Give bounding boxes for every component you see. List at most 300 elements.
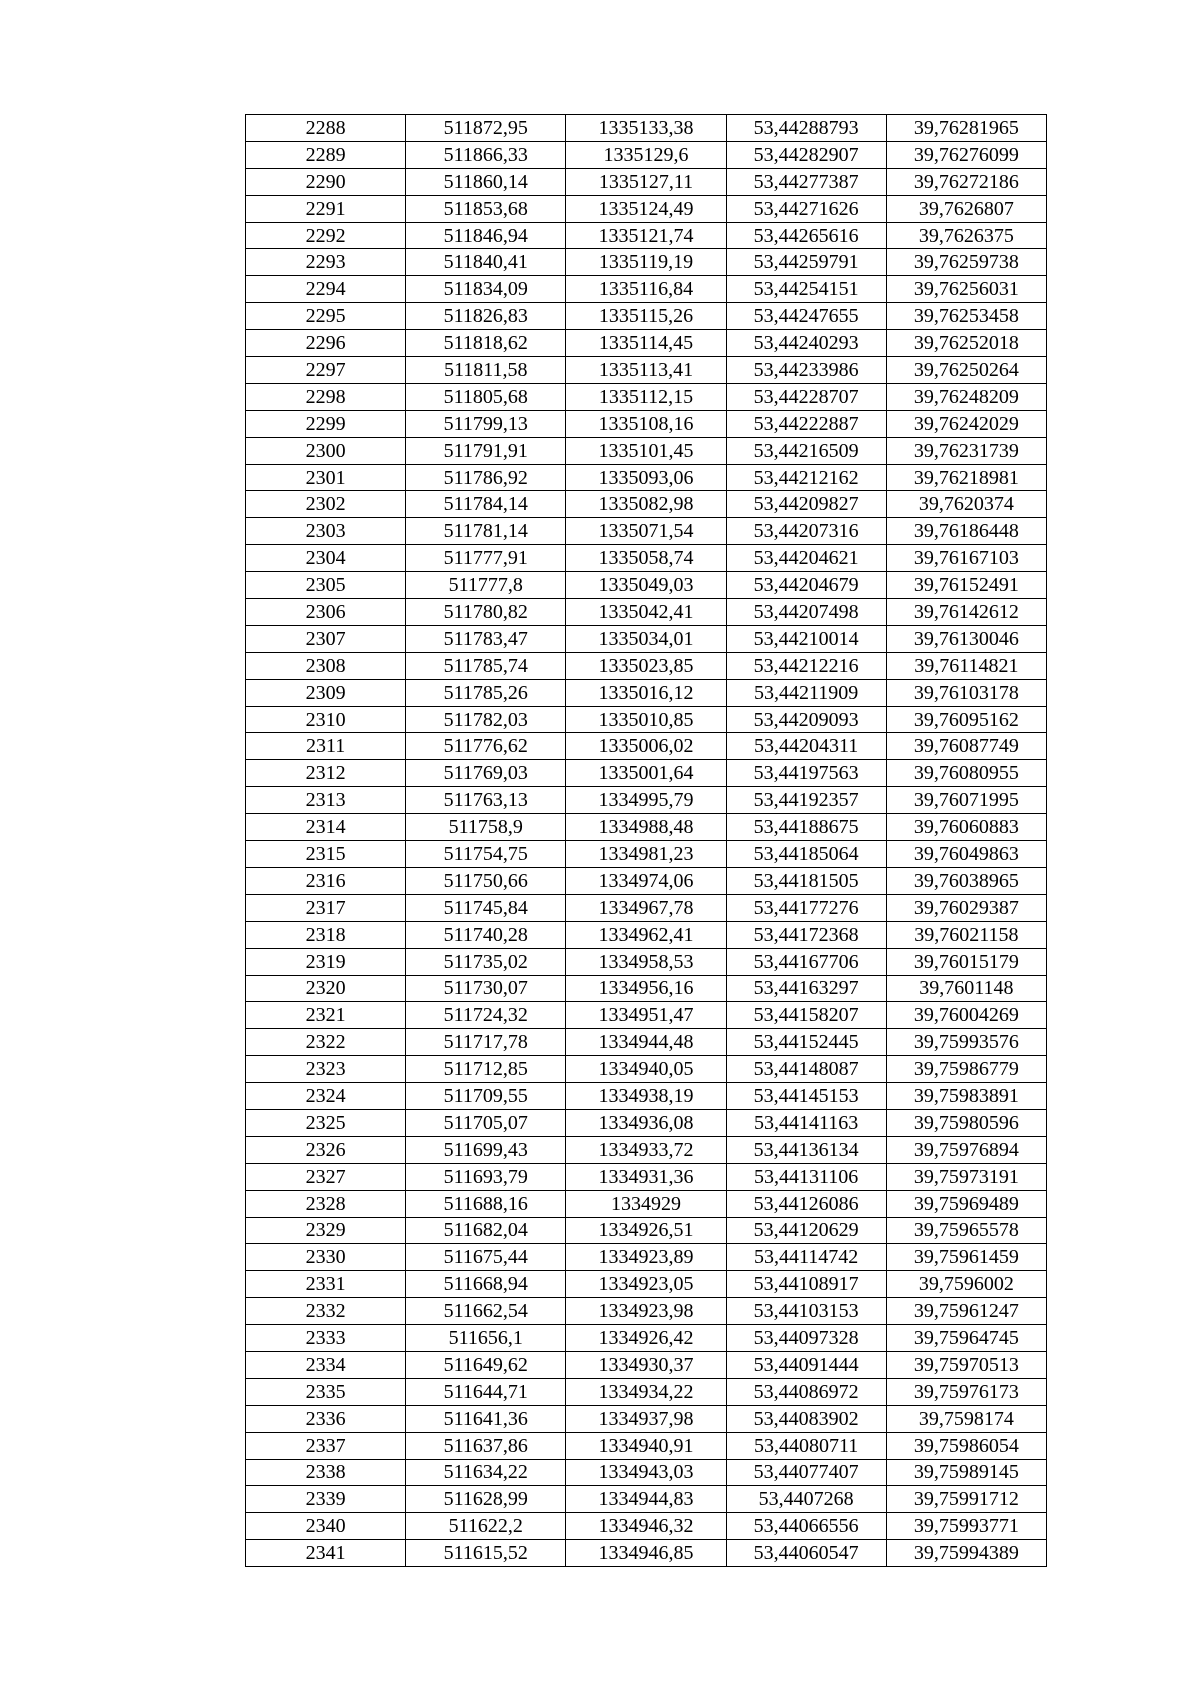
x-coordinate-cell: 511776,62 <box>406 733 566 760</box>
y-coordinate-cell: 1335016,12 <box>566 679 726 706</box>
y-coordinate-cell: 1335058,74 <box>566 545 726 572</box>
longitude-cell: 39,7598174 <box>886 1405 1046 1432</box>
latitude-cell: 53,44209827 <box>726 491 886 518</box>
point-number-cell: 2295 <box>246 303 406 330</box>
latitude-cell: 53,44210014 <box>726 625 886 652</box>
longitude-cell: 39,76095162 <box>886 706 1046 733</box>
point-number-cell: 2314 <box>246 814 406 841</box>
coordinates-table-body <box>246 115 1047 1567</box>
longitude-cell: 39,76038965 <box>886 867 1046 894</box>
point-number-cell: 2298 <box>246 383 406 410</box>
y-coordinate-cell: 1335042,41 <box>566 599 726 626</box>
y-coordinate-cell: 1335034,01 <box>566 625 726 652</box>
x-coordinate-cell: 511872,95 <box>406 115 566 142</box>
x-coordinate-cell: 511709,55 <box>406 1083 566 1110</box>
latitude-cell: 53,44145153 <box>726 1083 886 1110</box>
x-coordinate-cell: 511668,94 <box>406 1271 566 1298</box>
longitude-cell: 39,76256031 <box>886 276 1046 303</box>
point-number-cell: 2299 <box>246 410 406 437</box>
table-row <box>246 1405 1047 1432</box>
point-number-cell: 2311 <box>246 733 406 760</box>
longitude-cell: 39,76142612 <box>886 599 1046 626</box>
y-coordinate-cell: 1334967,78 <box>566 894 726 921</box>
point-number-cell: 2306 <box>246 599 406 626</box>
point-number-cell: 2340 <box>246 1513 406 1540</box>
x-coordinate-cell: 511724,32 <box>406 1002 566 1029</box>
latitude-cell: 53,44216509 <box>726 437 886 464</box>
table-row <box>246 1217 1047 1244</box>
y-coordinate-cell: 1334981,23 <box>566 841 726 868</box>
y-coordinate-cell: 1335124,49 <box>566 195 726 222</box>
latitude-cell: 53,44172368 <box>726 921 886 948</box>
latitude-cell: 53,44167706 <box>726 948 886 975</box>
longitude-cell: 39,76276099 <box>886 141 1046 168</box>
x-coordinate-cell: 511763,13 <box>406 787 566 814</box>
x-coordinate-cell: 511785,26 <box>406 679 566 706</box>
latitude-cell: 53,44066556 <box>726 1513 886 1540</box>
y-coordinate-cell: 1334995,79 <box>566 787 726 814</box>
latitude-cell: 53,44282907 <box>726 141 886 168</box>
x-coordinate-cell: 511758,9 <box>406 814 566 841</box>
x-coordinate-cell: 511730,07 <box>406 975 566 1002</box>
point-number-cell: 2324 <box>246 1083 406 1110</box>
point-number-cell: 2328 <box>246 1190 406 1217</box>
table-row <box>246 491 1047 518</box>
y-coordinate-cell: 1334944,83 <box>566 1486 726 1513</box>
x-coordinate-cell: 511705,07 <box>406 1109 566 1136</box>
point-number-cell: 2316 <box>246 867 406 894</box>
latitude-cell: 53,44259791 <box>726 249 886 276</box>
table-row <box>246 1029 1047 1056</box>
longitude-cell: 39,76218981 <box>886 464 1046 491</box>
longitude-cell: 39,76250264 <box>886 357 1046 384</box>
longitude-cell: 39,76130046 <box>886 625 1046 652</box>
x-coordinate-cell: 511840,41 <box>406 249 566 276</box>
longitude-cell: 39,7601148 <box>886 975 1046 1002</box>
longitude-cell: 39,76253458 <box>886 303 1046 330</box>
table-row <box>246 545 1047 572</box>
x-coordinate-cell: 511735,02 <box>406 948 566 975</box>
y-coordinate-cell: 1335108,16 <box>566 410 726 437</box>
x-coordinate-cell: 511675,44 <box>406 1244 566 1271</box>
latitude-cell: 53,44108917 <box>726 1271 886 1298</box>
table-row <box>246 894 1047 921</box>
table-row <box>246 464 1047 491</box>
latitude-cell: 53,44136134 <box>726 1136 886 1163</box>
latitude-cell: 53,4407268 <box>726 1486 886 1513</box>
longitude-cell: 39,76186448 <box>886 518 1046 545</box>
point-number-cell: 2323 <box>246 1056 406 1083</box>
point-number-cell: 2312 <box>246 760 406 787</box>
longitude-cell: 39,76248209 <box>886 383 1046 410</box>
longitude-cell: 39,76029387 <box>886 894 1046 921</box>
y-coordinate-cell: 1335006,02 <box>566 733 726 760</box>
table-row <box>246 975 1047 1002</box>
point-number-cell: 2309 <box>246 679 406 706</box>
latitude-cell: 53,44158207 <box>726 1002 886 1029</box>
point-number-cell: 2318 <box>246 921 406 948</box>
longitude-cell: 39,76152491 <box>886 572 1046 599</box>
x-coordinate-cell: 511785,74 <box>406 652 566 679</box>
x-coordinate-cell: 511656,1 <box>406 1325 566 1352</box>
point-number-cell: 2338 <box>246 1459 406 1486</box>
table-row <box>246 814 1047 841</box>
longitude-cell: 39,75976894 <box>886 1136 1046 1163</box>
point-number-cell: 2308 <box>246 652 406 679</box>
x-coordinate-cell: 511628,99 <box>406 1486 566 1513</box>
point-number-cell: 2329 <box>246 1217 406 1244</box>
x-coordinate-cell: 511826,83 <box>406 303 566 330</box>
point-number-cell: 2302 <box>246 491 406 518</box>
point-number-cell: 2334 <box>246 1351 406 1378</box>
longitude-cell: 39,76231739 <box>886 437 1046 464</box>
table-row <box>246 1378 1047 1405</box>
latitude-cell: 53,44060547 <box>726 1540 886 1567</box>
latitude-cell: 53,44247655 <box>726 303 886 330</box>
x-coordinate-cell: 511781,14 <box>406 518 566 545</box>
table-row <box>246 1083 1047 1110</box>
x-coordinate-cell: 511784,14 <box>406 491 566 518</box>
x-coordinate-cell: 511777,91 <box>406 545 566 572</box>
table-row <box>246 1486 1047 1513</box>
y-coordinate-cell: 1335071,54 <box>566 518 726 545</box>
table-row <box>246 330 1047 357</box>
point-number-cell: 2325 <box>246 1109 406 1136</box>
table-row <box>246 222 1047 249</box>
y-coordinate-cell: 1334943,03 <box>566 1459 726 1486</box>
point-number-cell: 2305 <box>246 572 406 599</box>
y-coordinate-cell: 1335010,85 <box>566 706 726 733</box>
table-row <box>246 652 1047 679</box>
y-coordinate-cell: 1334944,48 <box>566 1029 726 1056</box>
longitude-cell: 39,76060883 <box>886 814 1046 841</box>
latitude-cell: 53,44212162 <box>726 464 886 491</box>
longitude-cell: 39,7620374 <box>886 491 1046 518</box>
table-row <box>246 1351 1047 1378</box>
latitude-cell: 53,44233986 <box>726 357 886 384</box>
x-coordinate-cell: 511644,71 <box>406 1378 566 1405</box>
point-number-cell: 2331 <box>246 1271 406 1298</box>
y-coordinate-cell: 1335093,06 <box>566 464 726 491</box>
longitude-cell: 39,76004269 <box>886 1002 1046 1029</box>
longitude-cell: 39,76272186 <box>886 168 1046 195</box>
x-coordinate-cell: 511688,16 <box>406 1190 566 1217</box>
point-number-cell: 2293 <box>246 249 406 276</box>
y-coordinate-cell: 1334946,85 <box>566 1540 726 1567</box>
x-coordinate-cell: 511834,09 <box>406 276 566 303</box>
point-number-cell: 2289 <box>246 141 406 168</box>
latitude-cell: 53,44131106 <box>726 1163 886 1190</box>
y-coordinate-cell: 1334936,08 <box>566 1109 726 1136</box>
x-coordinate-cell: 511717,78 <box>406 1029 566 1056</box>
table-row <box>246 787 1047 814</box>
table-row <box>246 1244 1047 1271</box>
latitude-cell: 53,44185064 <box>726 841 886 868</box>
x-coordinate-cell: 511745,84 <box>406 894 566 921</box>
y-coordinate-cell: 1335114,45 <box>566 330 726 357</box>
y-coordinate-cell: 1334938,19 <box>566 1083 726 1110</box>
table-row <box>246 625 1047 652</box>
point-number-cell: 2310 <box>246 706 406 733</box>
x-coordinate-cell: 511693,79 <box>406 1163 566 1190</box>
x-coordinate-cell: 511783,47 <box>406 625 566 652</box>
y-coordinate-cell: 1335082,98 <box>566 491 726 518</box>
latitude-cell: 53,44126086 <box>726 1190 886 1217</box>
point-number-cell: 2330 <box>246 1244 406 1271</box>
longitude-cell: 39,76015179 <box>886 948 1046 975</box>
y-coordinate-cell: 1334958,53 <box>566 948 726 975</box>
latitude-cell: 53,44265616 <box>726 222 886 249</box>
x-coordinate-cell: 511777,8 <box>406 572 566 599</box>
x-coordinate-cell: 511811,58 <box>406 357 566 384</box>
point-number-cell: 2332 <box>246 1298 406 1325</box>
table-row <box>246 1459 1047 1486</box>
longitude-cell: 39,76242029 <box>886 410 1046 437</box>
table-row <box>246 1298 1047 1325</box>
table-row <box>246 518 1047 545</box>
longitude-cell: 39,75986779 <box>886 1056 1046 1083</box>
point-number-cell: 2294 <box>246 276 406 303</box>
x-coordinate-cell: 511799,13 <box>406 410 566 437</box>
table-row <box>246 1190 1047 1217</box>
table-row <box>246 706 1047 733</box>
y-coordinate-cell: 1335023,85 <box>566 652 726 679</box>
table-row <box>246 1109 1047 1136</box>
x-coordinate-cell: 511866,33 <box>406 141 566 168</box>
point-number-cell: 2322 <box>246 1029 406 1056</box>
point-number-cell: 2303 <box>246 518 406 545</box>
point-number-cell: 2292 <box>246 222 406 249</box>
longitude-cell: 39,76087749 <box>886 733 1046 760</box>
y-coordinate-cell: 1334988,48 <box>566 814 726 841</box>
latitude-cell: 53,44163297 <box>726 975 886 1002</box>
latitude-cell: 53,44141163 <box>726 1109 886 1136</box>
point-number-cell: 2313 <box>246 787 406 814</box>
y-coordinate-cell: 1334923,98 <box>566 1298 726 1325</box>
x-coordinate-cell: 511860,14 <box>406 168 566 195</box>
y-coordinate-cell: 1335001,64 <box>566 760 726 787</box>
y-coordinate-cell: 1334926,51 <box>566 1217 726 1244</box>
x-coordinate-cell: 511699,43 <box>406 1136 566 1163</box>
y-coordinate-cell: 1335115,26 <box>566 303 726 330</box>
latitude-cell: 53,44188675 <box>726 814 886 841</box>
latitude-cell: 53,44192357 <box>726 787 886 814</box>
longitude-cell: 39,76080955 <box>886 760 1046 787</box>
point-number-cell: 2288 <box>246 115 406 142</box>
longitude-cell: 39,75993771 <box>886 1513 1046 1540</box>
table-row <box>246 867 1047 894</box>
point-number-cell: 2327 <box>246 1163 406 1190</box>
table-row <box>246 948 1047 975</box>
point-number-cell: 2304 <box>246 545 406 572</box>
longitude-cell: 39,76071995 <box>886 787 1046 814</box>
latitude-cell: 53,44222887 <box>726 410 886 437</box>
point-number-cell: 2319 <box>246 948 406 975</box>
longitude-cell: 39,75983891 <box>886 1083 1046 1110</box>
table-row <box>246 1163 1047 1190</box>
y-coordinate-cell: 1334931,36 <box>566 1163 726 1190</box>
latitude-cell: 53,44288793 <box>726 115 886 142</box>
point-number-cell: 2339 <box>246 1486 406 1513</box>
longitude-cell: 39,75991712 <box>886 1486 1046 1513</box>
latitude-cell: 53,44152445 <box>726 1029 886 1056</box>
y-coordinate-cell: 1334933,72 <box>566 1136 726 1163</box>
table-row <box>246 1002 1047 1029</box>
coordinates-table <box>245 114 1047 1567</box>
longitude-cell: 39,75973191 <box>886 1163 1046 1190</box>
x-coordinate-cell: 511662,54 <box>406 1298 566 1325</box>
table-row <box>246 733 1047 760</box>
table-row <box>246 249 1047 276</box>
longitude-cell: 39,75994389 <box>886 1540 1046 1567</box>
longitude-cell: 39,75961459 <box>886 1244 1046 1271</box>
x-coordinate-cell: 511846,94 <box>406 222 566 249</box>
longitude-cell: 39,75980596 <box>886 1109 1046 1136</box>
table-row <box>246 276 1047 303</box>
longitude-cell: 39,75993576 <box>886 1029 1046 1056</box>
x-coordinate-cell: 511754,75 <box>406 841 566 868</box>
y-coordinate-cell: 1335116,84 <box>566 276 726 303</box>
x-coordinate-cell: 511615,52 <box>406 1540 566 1567</box>
latitude-cell: 53,44228707 <box>726 383 886 410</box>
table-row <box>246 115 1047 142</box>
y-coordinate-cell: 1335112,15 <box>566 383 726 410</box>
latitude-cell: 53,44204679 <box>726 572 886 599</box>
y-coordinate-cell: 1334934,22 <box>566 1378 726 1405</box>
longitude-cell: 39,75976173 <box>886 1378 1046 1405</box>
x-coordinate-cell: 511769,03 <box>406 760 566 787</box>
latitude-cell: 53,44197563 <box>726 760 886 787</box>
y-coordinate-cell: 1334926,42 <box>566 1325 726 1352</box>
latitude-cell: 53,44103153 <box>726 1298 886 1325</box>
latitude-cell: 53,44083902 <box>726 1405 886 1432</box>
x-coordinate-cell: 511622,2 <box>406 1513 566 1540</box>
point-number-cell: 2315 <box>246 841 406 868</box>
x-coordinate-cell: 511750,66 <box>406 867 566 894</box>
table-row <box>246 572 1047 599</box>
point-number-cell: 2317 <box>246 894 406 921</box>
longitude-cell: 39,76103178 <box>886 679 1046 706</box>
latitude-cell: 53,44207316 <box>726 518 886 545</box>
y-coordinate-cell: 1334923,05 <box>566 1271 726 1298</box>
table-row <box>246 1432 1047 1459</box>
table-row <box>246 437 1047 464</box>
table-row <box>246 760 1047 787</box>
table-row <box>246 1325 1047 1352</box>
y-coordinate-cell: 1334940,91 <box>566 1432 726 1459</box>
x-coordinate-cell: 511791,91 <box>406 437 566 464</box>
point-number-cell: 2335 <box>246 1378 406 1405</box>
y-coordinate-cell: 1335101,45 <box>566 437 726 464</box>
point-number-cell: 2291 <box>246 195 406 222</box>
x-coordinate-cell: 511853,68 <box>406 195 566 222</box>
table-row <box>246 1513 1047 1540</box>
longitude-cell: 39,75986054 <box>886 1432 1046 1459</box>
latitude-cell: 53,44277387 <box>726 168 886 195</box>
x-coordinate-cell: 511786,92 <box>406 464 566 491</box>
longitude-cell: 39,7596002 <box>886 1271 1046 1298</box>
table-row <box>246 410 1047 437</box>
table-row <box>246 303 1047 330</box>
y-coordinate-cell: 1335121,74 <box>566 222 726 249</box>
x-coordinate-cell: 511637,86 <box>406 1432 566 1459</box>
y-coordinate-cell: 1334929 <box>566 1190 726 1217</box>
x-coordinate-cell: 511682,04 <box>406 1217 566 1244</box>
table-row <box>246 1271 1047 1298</box>
longitude-cell: 39,76114821 <box>886 652 1046 679</box>
y-coordinate-cell: 1334956,16 <box>566 975 726 1002</box>
point-number-cell: 2321 <box>246 1002 406 1029</box>
y-coordinate-cell: 1334923,89 <box>566 1244 726 1271</box>
y-coordinate-cell: 1334951,47 <box>566 1002 726 1029</box>
longitude-cell: 39,76049863 <box>886 841 1046 868</box>
longitude-cell: 39,7626807 <box>886 195 1046 222</box>
point-number-cell: 2341 <box>246 1540 406 1567</box>
longitude-cell: 39,75970513 <box>886 1351 1046 1378</box>
point-number-cell: 2296 <box>246 330 406 357</box>
y-coordinate-cell: 1334946,32 <box>566 1513 726 1540</box>
latitude-cell: 53,44148087 <box>726 1056 886 1083</box>
x-coordinate-cell: 511740,28 <box>406 921 566 948</box>
y-coordinate-cell: 1335127,11 <box>566 168 726 195</box>
x-coordinate-cell: 511649,62 <box>406 1351 566 1378</box>
latitude-cell: 53,44209093 <box>726 706 886 733</box>
point-number-cell: 2301 <box>246 464 406 491</box>
longitude-cell: 39,75964745 <box>886 1325 1046 1352</box>
latitude-cell: 53,44271626 <box>726 195 886 222</box>
longitude-cell: 39,75961247 <box>886 1298 1046 1325</box>
point-number-cell: 2336 <box>246 1405 406 1432</box>
longitude-cell: 39,75989145 <box>886 1459 1046 1486</box>
latitude-cell: 53,44097328 <box>726 1325 886 1352</box>
point-number-cell: 2320 <box>246 975 406 1002</box>
point-number-cell: 2307 <box>246 625 406 652</box>
y-coordinate-cell: 1334962,41 <box>566 921 726 948</box>
latitude-cell: 53,44211909 <box>726 679 886 706</box>
y-coordinate-cell: 1335133,38 <box>566 115 726 142</box>
latitude-cell: 53,44240293 <box>726 330 886 357</box>
longitude-cell: 39,76252018 <box>886 330 1046 357</box>
table-row <box>246 383 1047 410</box>
x-coordinate-cell: 511805,68 <box>406 383 566 410</box>
table-row <box>246 168 1047 195</box>
x-coordinate-cell: 511782,03 <box>406 706 566 733</box>
latitude-cell: 53,44212216 <box>726 652 886 679</box>
longitude-cell: 39,76259738 <box>886 249 1046 276</box>
y-coordinate-cell: 1334937,98 <box>566 1405 726 1432</box>
latitude-cell: 53,44114742 <box>726 1244 886 1271</box>
longitude-cell: 39,7626375 <box>886 222 1046 249</box>
point-number-cell: 2337 <box>246 1432 406 1459</box>
table-row <box>246 679 1047 706</box>
table-row <box>246 841 1047 868</box>
x-coordinate-cell: 511712,85 <box>406 1056 566 1083</box>
longitude-cell: 39,75969489 <box>886 1190 1046 1217</box>
latitude-cell: 53,44204311 <box>726 733 886 760</box>
latitude-cell: 53,44091444 <box>726 1351 886 1378</box>
longitude-cell: 39,76167103 <box>886 545 1046 572</box>
table-row <box>246 1056 1047 1083</box>
latitude-cell: 53,44080711 <box>726 1432 886 1459</box>
point-number-cell: 2290 <box>246 168 406 195</box>
longitude-cell: 39,76021158 <box>886 921 1046 948</box>
y-coordinate-cell: 1334930,37 <box>566 1351 726 1378</box>
y-coordinate-cell: 1335129,6 <box>566 141 726 168</box>
x-coordinate-cell: 511641,36 <box>406 1405 566 1432</box>
longitude-cell: 39,75965578 <box>886 1217 1046 1244</box>
table-row <box>246 921 1047 948</box>
y-coordinate-cell: 1335113,41 <box>566 357 726 384</box>
